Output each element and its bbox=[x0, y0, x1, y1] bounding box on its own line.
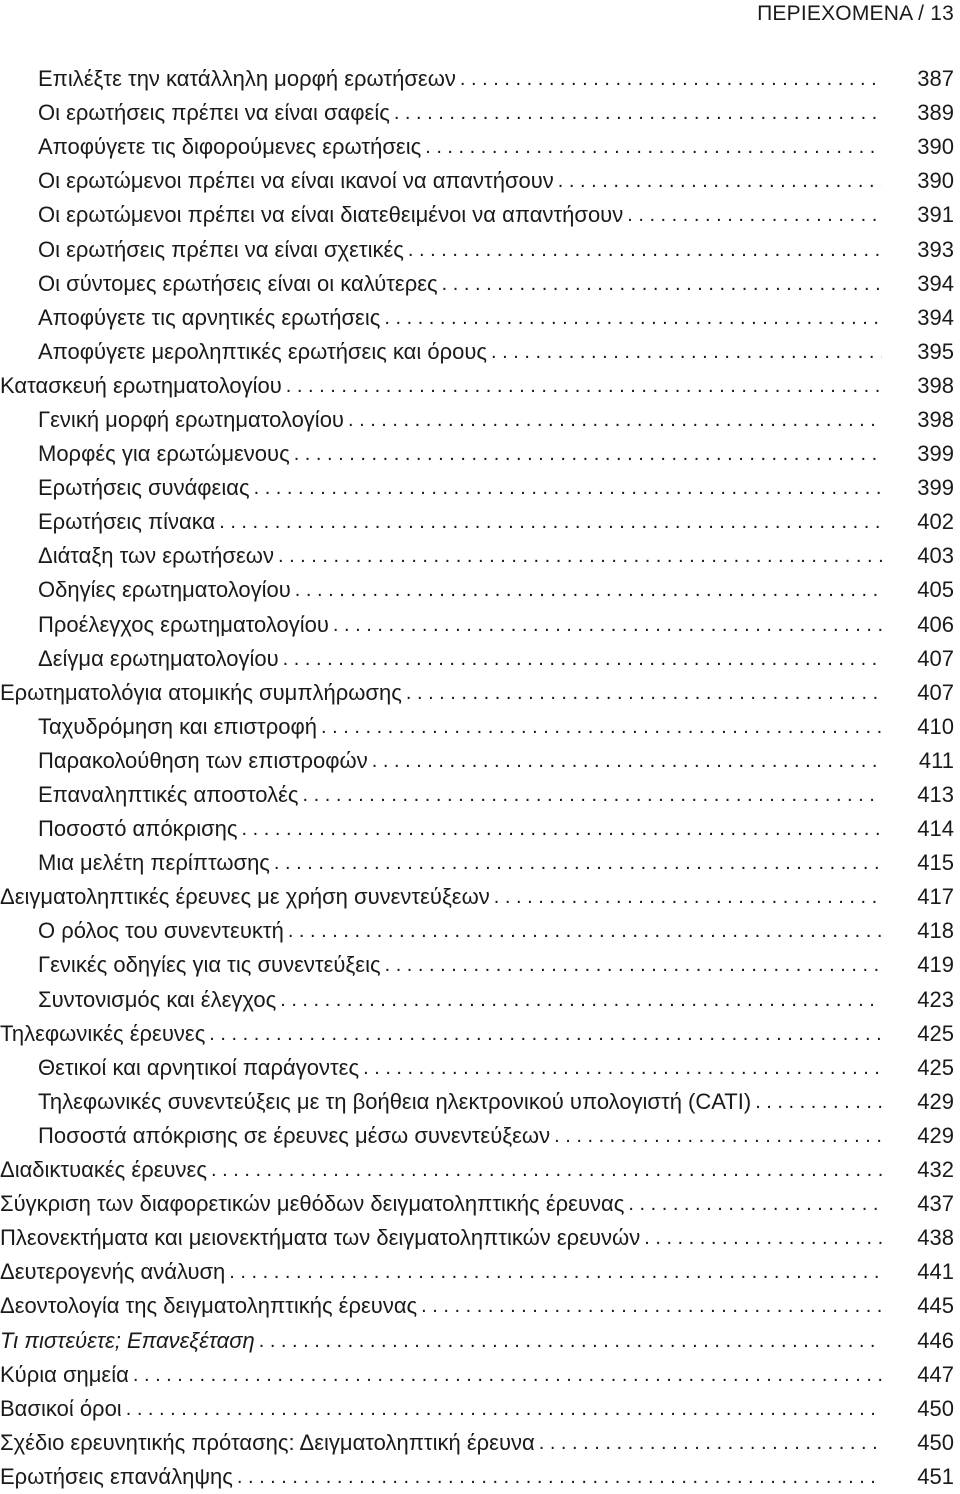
toc-entry-page-number: 432 bbox=[917, 1157, 954, 1183]
toc-entry-page-number: 419 bbox=[917, 952, 954, 978]
toc-entry-title: Οι σύντομες ερωτήσεις είναι οι καλύτερες bbox=[38, 270, 438, 296]
toc-entry-page-number: 445 bbox=[917, 1293, 954, 1319]
toc-entry-title: Διάταξη των ερωτήσεων bbox=[38, 543, 274, 569]
toc-entry-title: Δευτερογενής ανάλυση bbox=[0, 1259, 226, 1285]
dot-leader bbox=[126, 1399, 882, 1419]
toc-entry[interactable] bbox=[0, 437, 960, 471]
dot-leader bbox=[385, 955, 882, 975]
toc-entry-page-number: 415 bbox=[917, 850, 954, 876]
toc-entry-title: Ερωτηματολόγια ατομικής συμπλήρωσης bbox=[0, 679, 402, 705]
toc-entry-page-number: 390 bbox=[917, 168, 954, 194]
toc-entry-page-number: 423 bbox=[917, 986, 954, 1012]
toc-entry-page-number: 402 bbox=[917, 509, 954, 535]
dot-leader bbox=[460, 69, 882, 89]
toc-entry-title: Σχέδιο ερευνητικής πρότασης: Δειγματοληπτική έρευνα bbox=[0, 1429, 535, 1455]
toc-entry-page-number: 451 bbox=[917, 1463, 954, 1489]
toc-entry-page-number: 394 bbox=[917, 270, 954, 296]
header-text: ΠΕΡΙΕΧΟΜΕΝΑ / 13 bbox=[757, 2, 954, 25]
toc-entry[interactable] bbox=[0, 812, 960, 846]
dot-leader bbox=[421, 1296, 882, 1316]
toc-entry-title: Ερωτήσεις συνάφειας bbox=[38, 475, 250, 501]
toc-entry-title: Αποφύγετε τις διφορούμενες ερωτήσεις bbox=[38, 134, 422, 160]
toc-entry[interactable] bbox=[0, 608, 960, 642]
toc-entry-title: Διαδικτυακές έρευνες bbox=[0, 1157, 207, 1183]
toc-entry-page-number: 398 bbox=[917, 406, 954, 432]
toc-entry-page-number: 413 bbox=[917, 782, 954, 808]
toc-entry-title: Οι ερωτώμενοι πρέπει να είναι διατεθειμένοι να απαντήσουν bbox=[38, 202, 624, 228]
toc-entry[interactable] bbox=[0, 642, 960, 676]
dot-leader bbox=[254, 478, 882, 498]
toc-entry[interactable] bbox=[0, 130, 960, 164]
toc-entry[interactable] bbox=[0, 369, 960, 403]
toc-entry-page-number: 429 bbox=[917, 1122, 954, 1148]
dot-leader bbox=[627, 205, 882, 225]
toc-entry-title: Δεοντολογία της δειγματοληπτικής έρευνας bbox=[0, 1293, 418, 1319]
toc-entry-page-number: 399 bbox=[917, 441, 954, 467]
toc-entry[interactable] bbox=[0, 914, 960, 948]
dot-leader bbox=[211, 1160, 882, 1180]
table-of-contents bbox=[0, 62, 960, 1494]
toc-entry[interactable] bbox=[0, 164, 960, 198]
dot-leader bbox=[558, 171, 882, 191]
dot-leader bbox=[303, 785, 883, 805]
toc-entry-title: Οι ερωτώμενοι πρέπει να είναι ικανοί να απαντήσουν bbox=[38, 168, 554, 194]
dot-leader bbox=[288, 921, 882, 941]
toc-entry[interactable] bbox=[0, 335, 960, 369]
dot-leader bbox=[408, 240, 882, 260]
toc-entry-page-number: 410 bbox=[917, 713, 954, 739]
toc-entry[interactable] bbox=[0, 301, 960, 335]
toc-entry-title: Ποσοστά απόκρισης σε έρευνες μέσω συνεντεύξεων bbox=[38, 1122, 551, 1148]
toc-entry[interactable] bbox=[0, 1460, 960, 1494]
toc-entry-title: Οι ερωτήσεις πρέπει να είναι σχετικές bbox=[38, 236, 404, 262]
toc-entry-page-number: 389 bbox=[917, 100, 954, 126]
toc-entry-title: Δειγματοληπτικές έρευνες με χρήση συνεντεύξεων bbox=[0, 884, 490, 910]
toc-entry-title: Σύγκριση των διαφορετικών μεθόδων δειγματοληπτικής έρευνας bbox=[0, 1191, 625, 1217]
toc-entry-page-number: 387 bbox=[917, 66, 954, 92]
toc-entry[interactable] bbox=[0, 1017, 960, 1051]
toc-entry-page-number: 395 bbox=[917, 338, 954, 364]
dot-leader bbox=[554, 1126, 882, 1146]
toc-entry[interactable] bbox=[0, 96, 960, 130]
dot-leader bbox=[237, 1467, 882, 1487]
dot-leader bbox=[295, 580, 882, 600]
toc-entry-page-number: 411 bbox=[918, 747, 954, 773]
toc-entry[interactable] bbox=[0, 232, 960, 266]
toc-entry[interactable] bbox=[0, 1323, 960, 1357]
dot-leader bbox=[394, 103, 882, 123]
toc-entry[interactable] bbox=[0, 1153, 960, 1187]
toc-entry-title: Μια μελέτη περίπτωσης bbox=[38, 850, 270, 876]
dot-leader bbox=[363, 1058, 882, 1078]
toc-entry-title: Ταχυδρόμηση και επιστροφή bbox=[38, 713, 317, 739]
toc-entry-page-number: 414 bbox=[917, 816, 954, 842]
toc-entry[interactable] bbox=[0, 62, 960, 96]
toc-entry-page-number: 418 bbox=[917, 918, 954, 944]
toc-entry[interactable] bbox=[0, 403, 960, 437]
dot-leader bbox=[628, 1194, 882, 1214]
toc-entry-title: Γενικές οδηγίες για τις συνεντεύξεις bbox=[38, 952, 381, 978]
dot-leader bbox=[406, 683, 882, 703]
toc-entry-page-number: 446 bbox=[917, 1327, 954, 1353]
toc-entry-title: Προέλεγχος ερωτηματολογίου bbox=[38, 611, 329, 637]
dot-leader bbox=[286, 376, 882, 396]
toc-entry[interactable] bbox=[0, 880, 960, 914]
dot-leader bbox=[321, 717, 882, 737]
toc-entry[interactable] bbox=[0, 198, 960, 232]
running-header bbox=[757, 2, 954, 26]
toc-entry-title: Μορφές για ερωτώμενους bbox=[38, 441, 290, 467]
toc-entry-title: Ο ρόλος του συνεντευκτή bbox=[38, 918, 284, 944]
toc-entry-title: Πλεονεκτήματα και μειονεκτήματα των δειγματοληπτικών ερευνών bbox=[0, 1225, 641, 1251]
dot-leader bbox=[278, 546, 882, 566]
toc-entry-page-number: 438 bbox=[917, 1225, 954, 1251]
toc-entry[interactable] bbox=[0, 505, 960, 539]
dot-leader bbox=[425, 137, 882, 157]
dot-leader bbox=[294, 444, 882, 464]
dot-leader bbox=[283, 649, 882, 669]
toc-entry-title: Επιλέξτε την κατάλληλη μορφή ερωτήσεων bbox=[38, 66, 456, 92]
toc-entry[interactable] bbox=[0, 1187, 960, 1221]
toc-entry-title: Επαναληπτικές αποστολές bbox=[38, 782, 299, 808]
toc-entry-title: Ποσοστό απόκρισης bbox=[38, 816, 238, 842]
toc-entry-title: Αποφύγετε τις αρνητικές ερωτήσεις bbox=[38, 304, 381, 330]
dot-leader bbox=[229, 1262, 882, 1282]
dot-leader bbox=[280, 990, 882, 1010]
toc-entry-page-number: 441 bbox=[917, 1259, 954, 1285]
dot-leader bbox=[242, 819, 882, 839]
toc-entry[interactable] bbox=[0, 1358, 960, 1392]
dot-leader bbox=[491, 342, 882, 362]
toc-entry-page-number: 429 bbox=[917, 1088, 954, 1114]
toc-entry-page-number: 390 bbox=[917, 134, 954, 160]
toc-entry-title: Τι πιστεύετε; Επανεξέταση bbox=[0, 1327, 255, 1353]
toc-entry-page-number: 407 bbox=[917, 645, 954, 671]
toc-entry-title: Θετικοί και αρνητικοί παράγοντες bbox=[38, 1054, 360, 1080]
toc-entry[interactable] bbox=[0, 948, 960, 982]
toc-entry-title: Οδηγίες ερωτηματολογίου bbox=[38, 577, 291, 603]
toc-entry-page-number: 450 bbox=[917, 1395, 954, 1421]
dot-leader bbox=[755, 1092, 882, 1112]
toc-entry-title: Τηλεφωνικές συνεντεύξεις με τη βοήθεια ηλεκτρονικού υπολογιστή (CATI) bbox=[38, 1088, 752, 1114]
toc-entry-title: Συντονισμός και έλεγχος bbox=[38, 986, 277, 1012]
toc-entry[interactable] bbox=[0, 676, 960, 710]
toc-entry-page-number: 425 bbox=[917, 1020, 954, 1046]
toc-entry[interactable] bbox=[0, 1221, 960, 1255]
toc-entry[interactable] bbox=[0, 471, 960, 505]
toc-entry-title: Κατασκευή ερωτηματολογίου bbox=[0, 372, 282, 398]
dot-leader bbox=[372, 751, 882, 771]
toc-entry-page-number: 407 bbox=[917, 679, 954, 705]
toc-entry-page-number: 394 bbox=[917, 304, 954, 330]
toc-entry-page-number: 403 bbox=[917, 543, 954, 569]
dot-leader bbox=[384, 308, 882, 328]
toc-entry-page-number: 405 bbox=[917, 577, 954, 603]
dot-leader bbox=[259, 1331, 882, 1351]
toc-entry-title: Παρακολούθηση των επιστροφών bbox=[38, 747, 368, 773]
dot-leader bbox=[539, 1433, 882, 1453]
toc-entry-title: Αποφύγετε μεροληπτικές ερωτήσεις και όρους bbox=[38, 338, 487, 364]
dot-leader bbox=[133, 1365, 882, 1385]
toc-entry-page-number: 399 bbox=[917, 475, 954, 501]
dot-leader bbox=[442, 274, 882, 294]
toc-entry-page-number: 437 bbox=[917, 1191, 954, 1217]
toc-entry[interactable] bbox=[0, 1289, 960, 1323]
toc-entry-page-number: 450 bbox=[917, 1429, 954, 1455]
toc-entry[interactable] bbox=[0, 1426, 960, 1460]
toc-entry[interactable] bbox=[0, 1255, 960, 1289]
toc-entry-title: Γενική μορφή ερωτηματολογίου bbox=[38, 406, 344, 432]
toc-entry[interactable] bbox=[0, 778, 960, 812]
dot-leader bbox=[209, 1024, 882, 1044]
toc-entry-page-number: 447 bbox=[917, 1361, 954, 1387]
dot-leader bbox=[644, 1228, 882, 1248]
toc-entry-title: Τηλεφωνικές έρευνες bbox=[0, 1020, 206, 1046]
toc-entry-title: Κύρια σημεία bbox=[0, 1361, 129, 1387]
toc-entry-title: Δείγμα ερωτηματολογίου bbox=[38, 645, 279, 671]
toc-entry-page-number: 417 bbox=[917, 884, 954, 910]
dot-leader bbox=[494, 887, 882, 907]
dot-leader bbox=[219, 512, 882, 532]
toc-entry[interactable] bbox=[0, 539, 960, 573]
toc-entry[interactable] bbox=[0, 1392, 960, 1426]
toc-entry[interactable] bbox=[0, 1119, 960, 1153]
toc-entry[interactable] bbox=[0, 710, 960, 744]
toc-entry-page-number: 391 bbox=[917, 202, 954, 228]
toc-entry-page-number: 406 bbox=[917, 611, 954, 637]
toc-entry-title: Ερωτήσεις πίνακα bbox=[38, 509, 216, 535]
toc-entry[interactable] bbox=[0, 573, 960, 607]
dot-leader bbox=[333, 615, 882, 635]
toc-entry-title: Βασικοί όροι bbox=[0, 1395, 122, 1421]
toc-entry[interactable] bbox=[0, 1051, 960, 1085]
dot-leader bbox=[274, 853, 882, 873]
toc-entry[interactable] bbox=[0, 744, 960, 778]
dot-leader bbox=[348, 410, 882, 430]
toc-entry-title: Ερωτήσεις επανάληψης bbox=[0, 1463, 233, 1489]
toc-entry-page-number: 425 bbox=[917, 1054, 954, 1080]
toc-entry-page-number: 393 bbox=[917, 236, 954, 262]
toc-entry[interactable] bbox=[0, 846, 960, 880]
toc-entry[interactable] bbox=[0, 267, 960, 301]
toc-entry-title: Οι ερωτήσεις πρέπει να είναι σαφείς bbox=[38, 100, 390, 126]
toc-entry[interactable] bbox=[0, 1085, 960, 1119]
toc-entry-page-number: 398 bbox=[917, 372, 954, 398]
toc-entry[interactable] bbox=[0, 983, 960, 1017]
